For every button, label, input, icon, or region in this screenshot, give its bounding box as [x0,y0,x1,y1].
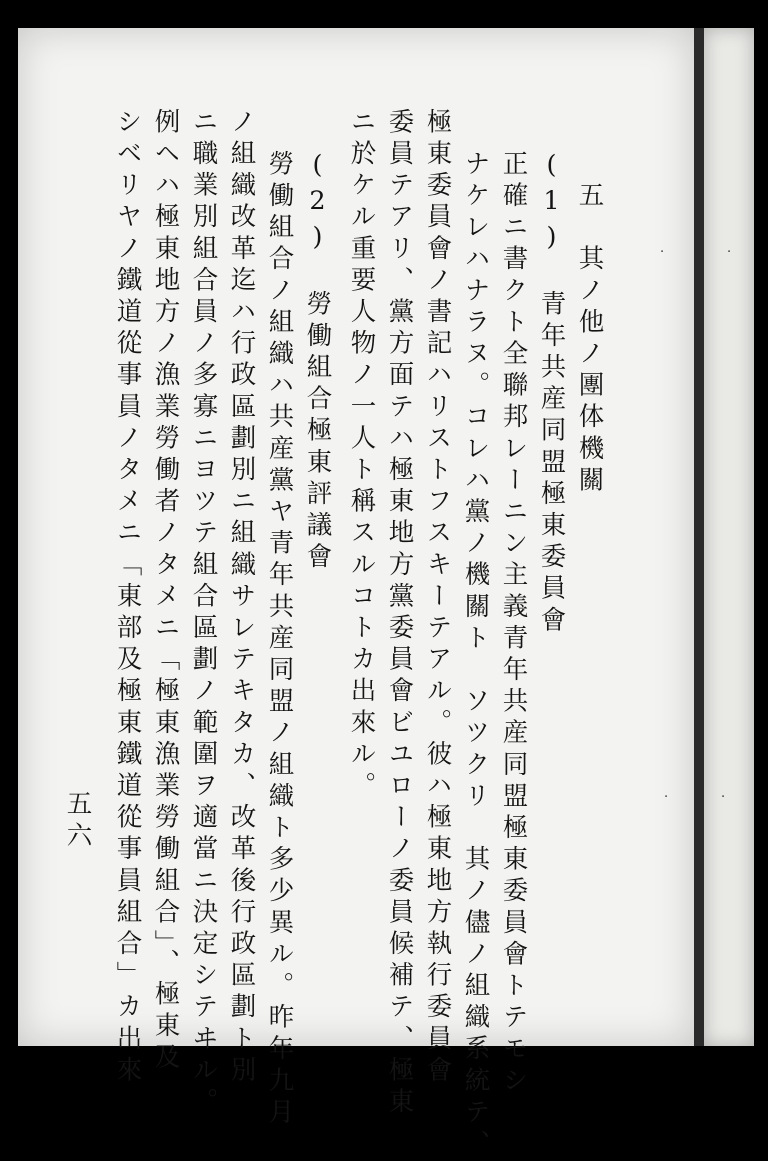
text-column: ノ組織改革迄ハ行政區劃別ニ組織サレテキタカ、改革後行政區劃ト別 [226,108,257,1088]
subsection-heading-2: (2) 勞働組合極東評議會 [302,150,333,575]
text-column: 勞働組合ノ組織ハ共産黨ヤ青年共産同盟ノ組織ト多少異ル。昨年九月 [264,150,295,1130]
adjacent-page [704,28,754,1046]
text-column: 極東委員會ノ書記ハリストフスキーテアル。彼ハ極東地方執行委員會 [422,108,453,1088]
text-column: ニ職業別組合員ノ多寡ニヨツテ組合區劃ノ範圍ヲ適當ニ決定シテヰル。 [188,108,219,1120]
ink-speck: · [727,245,732,260]
page-edge-shadow [694,28,704,1046]
ink-speck: · [721,790,726,805]
ink-speck: · [660,245,665,260]
text-column: 例ヘハ極東地方ノ漁業勞働者ノタメニ「極東漁業勞働組合」、極東及 [150,108,181,1075]
ink-speck: · [664,790,669,805]
text-column: シベリヤノ鐵道從事員ノタメニ「東部及極東鐵道從事員組合」カ出來 [112,108,143,1088]
text-column: ナケレハナラヌ。コレハ黨ノ機關ト ソツクリ 其ノ儘ノ組織系統テ、 [460,150,491,1161]
text-column: 正確ニ書クト全聯邦レーニン主義青年共産同盟極東委員會トテモシ [498,150,529,1098]
page-number: 五六 [62,790,93,854]
text-column: 委員テアリ、黨方面テハ極東地方黨委員會ビユローノ委員候補テ、極東 [384,108,415,1120]
section-heading: 五 其ノ他ノ團体機關 [574,150,605,498]
text-column: ニ於ケル重要人物ノ一人ト稱スルコトカ出來ル。 [346,108,377,804]
subsection-heading-1: (1) 青年共産同盟極東委員會 [536,150,567,638]
